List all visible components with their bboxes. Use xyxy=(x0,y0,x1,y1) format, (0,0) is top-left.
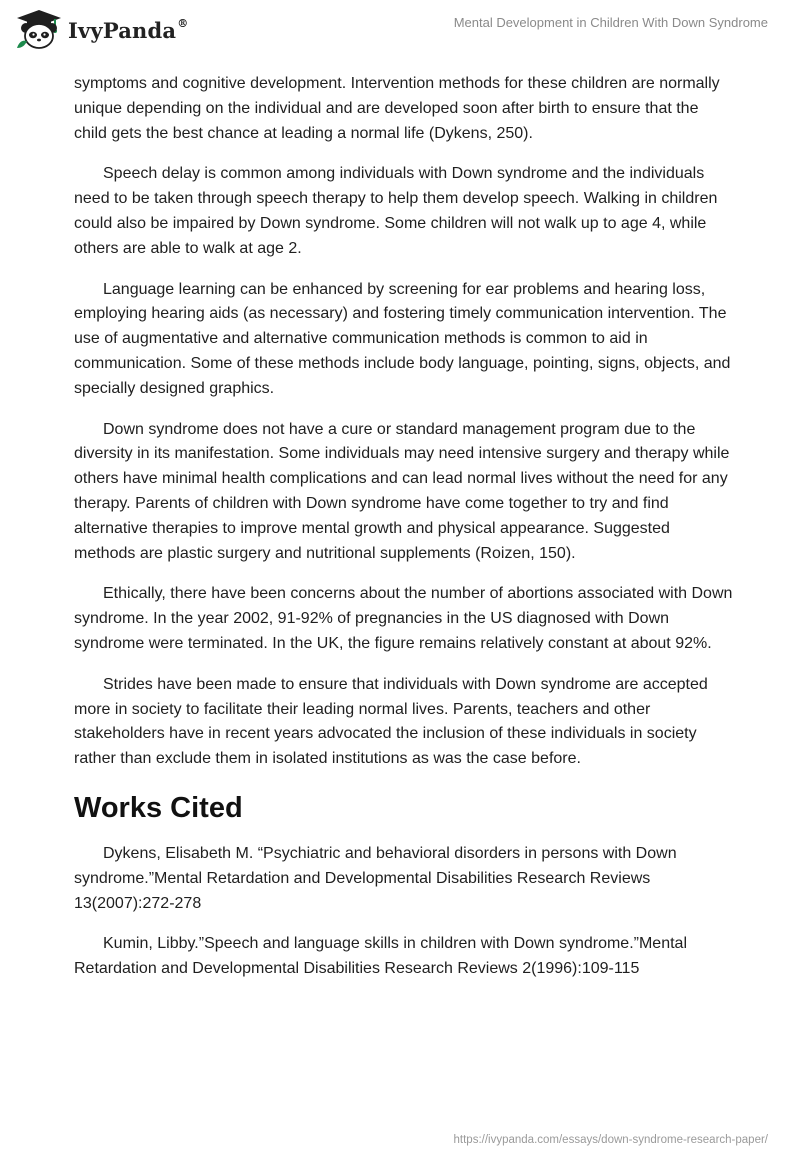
document-title: Mental Development in Children With Down Syndrome xyxy=(453,15,768,30)
works-cited-heading: Works Cited xyxy=(74,791,243,824)
page-header xyxy=(0,0,800,64)
registered-mark: ® xyxy=(177,16,189,30)
essay-content xyxy=(74,72,734,998)
body-paragraph: Strides have been made to ensure that individuals with Down syndrome are accepted more in society to facilitate their leading normal lives. Parents, teachers and other stakeholders have in recent years advocated the inclusion of these individuals in society rather than exclude them in isolated institutions as was the case before. xyxy=(74,675,708,768)
citation-entry: Dykens, Elisabeth M. “Psychiatric and behavioral disorders in persons with Down syndrome.”Mental Retardation and Developmental Disabilities Research Reviews 13(2007):272-278 xyxy=(74,844,677,912)
ivypanda-logo[interactable] xyxy=(14,8,188,50)
panda-graduate-icon xyxy=(14,8,64,50)
brand-name-text: IvyPanda xyxy=(68,17,177,43)
brand-name xyxy=(68,18,188,43)
body-paragraph: symptoms and cognitive development. Intervention methods for these children are normally unique depending on the individual and are developed soon after birth to ensure that the child gets the best chance at leading a normal life (Dykens, 250). xyxy=(74,75,720,142)
body-paragraph: Down syndrome does not have a cure or standard management program due to the diversity in its manifestation. Some individuals may need intensive surgery and therapy while others have minimal health complications and can lead normal lives without the need for any therapy. Parents of children with Down syndrome have come together to try and find alternative therapies to improve mental growth and physical appearance. Suggested methods are plastic surgery and nutritional supplements (Roizen, 150). xyxy=(74,420,730,562)
body-paragraph: Language learning can be enhanced by screening for ear problems and hearing loss, employing hearing aids (as necessary) and fostering timely communication intervention. The use of augmentative and alternative communication methods is common to aid in communication. Some of these methods include body language, pointing, signs, objects, and specially designed graphics. xyxy=(74,280,731,397)
citation-entry: Kumin, Libby.”Speech and language skills in children with Down syndrome.”Mental Retardation and Developmental Disabilities Research Reviews 2(1996):109-115 xyxy=(74,935,687,978)
source-url[interactable]: https://ivypanda.com/essays/down-syndrome-research-paper/ xyxy=(453,1134,768,1146)
body-paragraph: Ethically, there have been concerns about the number of abortions associated with Down syndrome. In the year 2002, 91-92% of pregnancies in the US diagnosed with Down syndrome were terminated. In the UK, the figure remains relatively constant at about 92%. xyxy=(74,585,733,652)
body-paragraph: Speech delay is common among individuals with Down syndrome and the individuals need to be taken through speech therapy to help them develop speech. Walking in children could also be impaired by Down syndrome. Some children will not walk up to age 4, while others are able to walk at age 2. xyxy=(74,165,718,257)
